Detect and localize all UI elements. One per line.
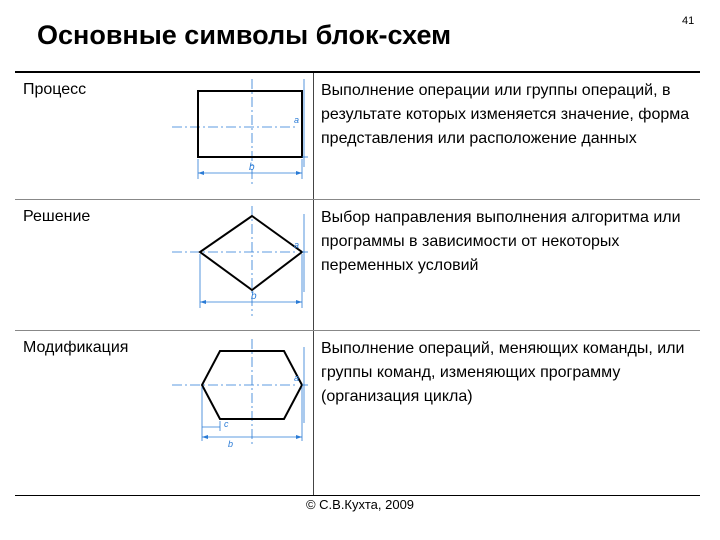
dimension-label-c: c: [224, 419, 229, 429]
slide-title: Основные символы блок-схем: [37, 20, 452, 50]
symbol-description: Выполнение операции или группы операций, в результате которых изменяется значение, форма представления или расположение данных: [321, 82, 690, 147]
decision-diamond-diagram: [170, 204, 310, 322]
symbol-name: Процесс: [23, 81, 87, 98]
symbols-table: [15, 71, 700, 496]
copyright-footer: © С.В.Кухта, 2009: [305, 497, 415, 512]
table-row-decision: [15, 200, 700, 331]
symbol-description: Выполнение операций, меняющих команды, или группы команд, изменяющих программу (организация цикла): [321, 340, 685, 405]
table-row-modification: [15, 331, 700, 495]
modification-hexagon-diagram: [170, 337, 310, 455]
dimension-label-b: b: [228, 439, 234, 449]
symbol-name: Модификация: [23, 339, 129, 356]
process-rectangle-diagram: [170, 77, 310, 189]
symbol-description: Выбор направления выполнения алгоритма или программы в зависимости от некоторых переменных условий: [321, 209, 681, 274]
dimension-label-a: a: [294, 373, 300, 383]
dimension-label-a: a: [294, 240, 300, 250]
table-row-process: [15, 73, 700, 200]
symbol-name: Решение: [23, 208, 91, 225]
dimension-label-b: b: [249, 162, 255, 173]
page-number: 41: [682, 15, 695, 27]
dimension-label-a: a: [294, 115, 300, 125]
dimension-label-b: b: [251, 291, 257, 302]
